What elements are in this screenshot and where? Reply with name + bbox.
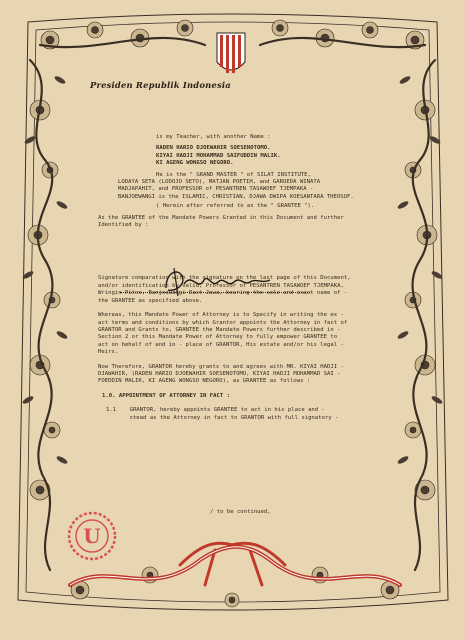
paragraph-line: 1.1 GRANTOR, hereby appoints GRANTEE to act in his place and -	[106, 407, 325, 414]
paragraph-line: Wringin Pitoe, Banjoewangi East Jawa, bearing the sole and exact name of -	[98, 290, 348, 297]
teacher-name: KIYAI HADJI MOHAMMAD SAIFUDDIN MALIK.	[156, 152, 281, 159]
paragraph-line: GRANTOR and Grants to, GRANTEE the Mandate Powers further described in -	[98, 326, 341, 333]
teacher-name: KI AGENG WONGSO NEGORO.	[156, 160, 234, 167]
identified-paragraph	[98, 215, 390, 230]
to-be-continued: / to be continued,	[210, 509, 271, 515]
paragraph-line: act terms and conditions by which Grantor appoints the Attorney in fact of	[98, 319, 348, 326]
paragraph-line: Heirs.	[98, 349, 119, 356]
signature-line	[120, 292, 310, 293]
document-header-title: Presiden Republik Indonesia	[90, 80, 231, 90]
paragraph-line: Whereas, this Mandate Power of Attorney is to Specify in writing the ex -	[98, 312, 344, 319]
paragraph-line: act on behalf of and in - place of GRANTOR, His estate and/or his legal -	[98, 341, 344, 348]
paragraph-line: stead as the Attorney in fact to GRANTOR with full signatory -	[106, 414, 339, 421]
intro-line: is my Teacher, with another Name :	[156, 134, 271, 140]
paragraph-line: FOEDDIN MALIK, KI AGENG WONGSO NEGORO), as GRANTEE as follows :	[98, 378, 311, 385]
teacher-names	[98, 145, 390, 167]
signature	[158, 262, 278, 302]
whereas-paragraph	[98, 312, 390, 356]
paragraph-line: BANJOEWANGI is the ISLAMIC, CHRISTIAN, DJAWA DWIPA KOESANTARA THEOSOF.	[118, 193, 354, 200]
paragraph-line: As the GRANTEE of the Mandate Powers Granted in this Document and further	[98, 214, 344, 221]
seal-letter: U	[83, 524, 101, 548]
paragraph-line: Section 2 or this Mandate Power of Attorney to fully empower GRANTEE to	[98, 334, 338, 341]
paragraph-line: the GRANTEE as specified above.	[98, 297, 203, 304]
herein-grantee: ( Herein after referred to as the " GRANTEE ").	[156, 203, 315, 210]
grandmaster-paragraph	[98, 172, 390, 202]
flag-emblem-icon	[216, 32, 246, 78]
paragraph-line: Identified by :	[98, 222, 149, 229]
section-heading: 1.0. APPOINTMENT OF ATTORNEY IN FACT :	[102, 392, 230, 399]
signature-scribble-icon	[158, 262, 278, 302]
paragraph-line: He is the " GRAND MASTER " of SILAT INSTITUTE,	[156, 171, 311, 178]
clause-1-1	[98, 407, 390, 422]
paragraph-line: MADJAPAHIT, and PROFESSOR of PESANTREN TASAWOEF TJEMPAKA -	[118, 186, 314, 193]
red-ribbon	[70, 543, 400, 585]
red-seal-stamp	[66, 510, 118, 562]
paragraph-line: Now Therefore, GRANTOR hereby grants to and agrees with MR. KIYAI HADJI -	[98, 363, 344, 370]
paragraph-line: Signature comparation with the signature on the last page of this Document,	[98, 275, 351, 282]
paragraph-line: DJAWAHIR, (RADEN HARIO DJOEWAHIR SOESENOTOMO, KIYAI HADJI MOHAMMAD SAI -	[98, 370, 341, 377]
now-therefore-paragraph	[98, 364, 390, 386]
teacher-name: RADEN HARIO DJOEWAHIR SOESENOTOMO.	[156, 145, 271, 152]
paragraph-line: LODAYA SETA (LODOJO SETO), MATJAN POETIH, and GAROEDA WINATA	[118, 179, 321, 186]
paragraph-line: and/or identification by valid, Professor of PESANTREN TASAWOEF TJEMPAKA,	[98, 282, 344, 289]
